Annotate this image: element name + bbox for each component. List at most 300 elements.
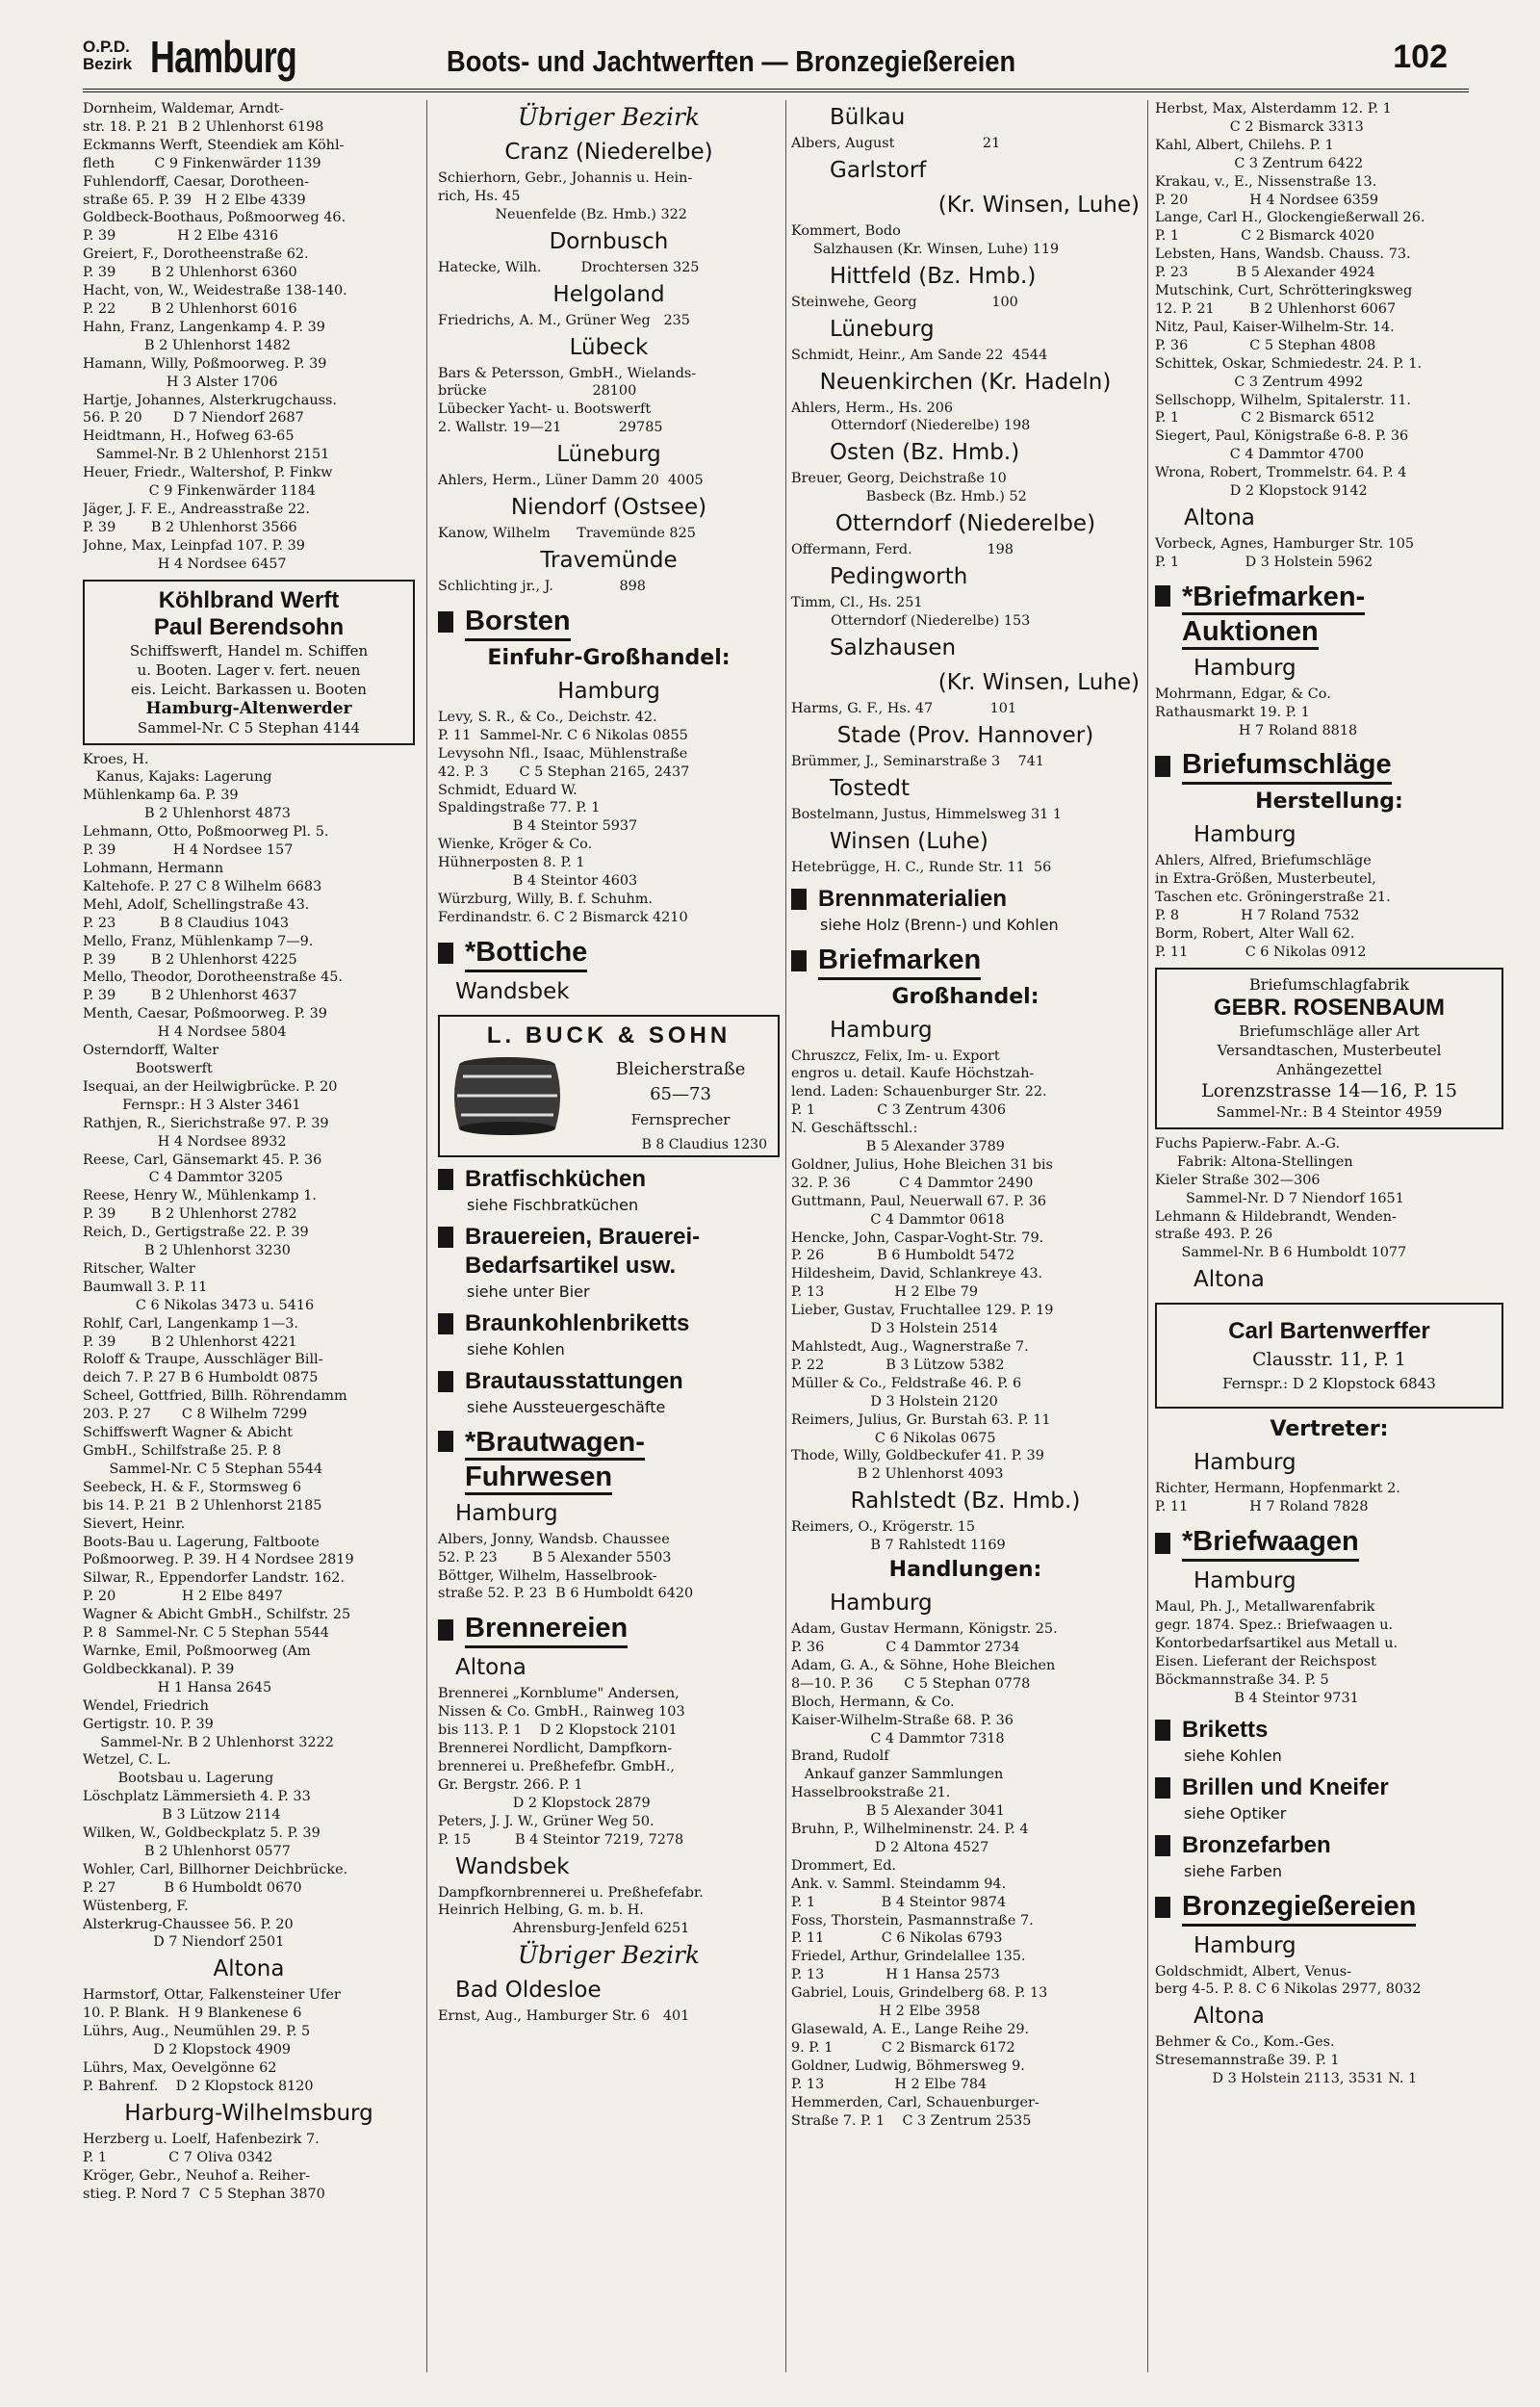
directory-entry: Bootswerft xyxy=(83,1060,213,1076)
directory-entry: P. 22 B 3 Lützow 5382 xyxy=(791,1357,1005,1373)
location-heading: Pedingworth xyxy=(830,564,968,590)
directory-entry: P. 1 C 3 Zentrum 4306 xyxy=(791,1102,1006,1119)
directory-entry: Brümmer, J., Seminarstraße 3 741 xyxy=(791,753,1044,769)
directory-entry: B 3 Lützow 2114 xyxy=(83,1807,281,1824)
directory-entry: Glasewald, A. E., Lange Reihe 29. xyxy=(791,2022,1030,2037)
directory-entry: P. 15 B 4 Steintor 7219, 7278 xyxy=(438,1831,684,1848)
directory-entry: Baumwall 3. P. 11 xyxy=(83,1279,208,1295)
directory-entry: Fernspr.: H 3 Alster 3461 xyxy=(83,1097,301,1113)
directory-entry: P. 39 B 2 Uhlenhorst 4225 xyxy=(83,951,297,968)
entry-list xyxy=(791,1620,1140,2130)
directory-entry: Stresemannstraße 39. P. 1 xyxy=(1155,2053,1340,2069)
category-brillen xyxy=(1155,1773,1503,1802)
directory-entry: Wienke, Kröger & Co. xyxy=(438,837,593,853)
directory-entry: Kaiser-Wilhelm-Straße 68. P. 36 xyxy=(791,1712,1014,1728)
location-heading: Lüneburg xyxy=(556,442,661,468)
subcategory-heading: Großhandel: xyxy=(891,984,1040,1009)
location-heading: Travemünde xyxy=(540,547,678,573)
directory-entry: Lebsten, Hans, Wandsb. Chauss. 73. xyxy=(1155,246,1411,263)
directory-entry: Mello, Theodor, Dorotheenstraße 45. xyxy=(83,970,343,986)
directory-entry: Hildesheim, David, Schlankreye 43. xyxy=(791,1266,1043,1282)
directory-entry: Siegert, Paul, Königstraße 6-8. P. 36 xyxy=(1155,428,1409,445)
directory-entry: Heidtmann, H., Hofweg 63-65 xyxy=(83,428,295,445)
category-label: Bedarfsartikel usw. xyxy=(465,1252,677,1279)
directory-entry: 203. P. 27 C 8 Wilhelm 7299 xyxy=(83,1407,308,1423)
ad-title: GEBR. ROSENBAUM xyxy=(1213,994,1445,1021)
entry-list xyxy=(791,294,1140,312)
directory-entry: Bloch, Hermann, & Co. xyxy=(791,1694,955,1710)
directory-entry: P. 22 B 2 Uhlenhorst 6016 xyxy=(83,300,297,317)
directory-entry: P. 39 H 4 Nordsee 157 xyxy=(83,842,294,859)
directory-entry: Fabrik: Altona-Stellingen xyxy=(1155,1153,1353,1170)
directory-entry: P. Bahrenf. D 2 Klopstock 8120 xyxy=(83,2078,314,2094)
directory-entry: Poßmoorweg. P. 39. H 4 Nordsee 2819 xyxy=(83,1552,354,1568)
category-label: Briketts xyxy=(1182,1716,1269,1743)
directory-entry: Fuchs Papierw.-Fabr. A.-G. xyxy=(1155,1135,1341,1152)
directory-entry: gegr. 1874. Spez.: Briefwaagen u. xyxy=(1155,1617,1394,1633)
category-label: Braunkohlenbriketts xyxy=(465,1309,690,1336)
category-borsten xyxy=(438,604,780,641)
directory-entry: Warnke, Emil, Poßmoorweg (Am xyxy=(83,1643,311,1659)
directory-entry: Schmidt, Heinr., Am Sande 22 4544 xyxy=(791,347,1048,363)
directory-entry: 9. P. 1 C 2 Bismarck 6172 xyxy=(791,2039,1015,2056)
directory-entry: P. 23 B 8 Claudius 1043 xyxy=(83,915,289,931)
category-label: Borsten xyxy=(465,604,571,641)
rosenbaum-ad xyxy=(1155,968,1503,1129)
directory-entry: Bostelmann, Justus, Himmelsweg 31 1 xyxy=(791,806,1063,822)
directory-entry: Straße 7. P. 1 C 3 Zentrum 2535 xyxy=(791,2112,1032,2129)
directory-entry: Johne, Max, Leinpfad 107. P. 39 xyxy=(83,537,305,554)
location-heading: Niendorf (Ostsee) xyxy=(510,495,707,521)
directory-entry: Spaldingstraße 77. P. 1 xyxy=(438,800,601,816)
entry-list xyxy=(1155,852,1503,961)
directory-entry: Hasselbrookstraße 21. xyxy=(791,1785,951,1801)
ad-text: Briefumschlagfabrik xyxy=(1249,974,1409,994)
directory-entry: Herzberg u. Loelf, Hafenbezirk 7. xyxy=(83,2131,320,2147)
directory-entry: Lange, Carl H., Glockengießerwall 26. xyxy=(1155,210,1425,226)
koehlbrand-werft-ad xyxy=(83,580,415,745)
cross-reference: siehe Holz (Brenn-) und Kohlen xyxy=(820,915,1059,934)
directory-entry: P. 27 B 6 Humboldt 0670 xyxy=(83,1879,302,1896)
directory-entry: B 2 Uhlenhorst 0577 xyxy=(83,1843,291,1859)
location-heading: Hamburg xyxy=(1194,1568,1296,1594)
ad-owner: Paul Berendsohn xyxy=(153,613,345,640)
entry-list xyxy=(791,753,1140,771)
entry-list xyxy=(438,709,780,927)
location-heading: Osten (Bz. Hmb.) xyxy=(830,440,1020,466)
location-heading: Rahlstedt (Bz. Hmb.) xyxy=(850,1488,1081,1514)
category-label: Bronzegießereien xyxy=(1182,1889,1416,1927)
directory-entry: Foss, Thorstein, Pasmannstraße 7. xyxy=(791,1912,1034,1928)
directory-entry: Mutschink, Curt, Schrötteringksweg xyxy=(1155,283,1413,299)
directory-entry: straße 52. P. 23 B 6 Humboldt 6420 xyxy=(438,1586,694,1602)
directory-entry: Adam, G. A., & Söhne, Hohe Bleichen xyxy=(791,1657,1056,1673)
directory-entry: Ernst, Aug., Hamburger Str. 6 401 xyxy=(438,2008,690,2025)
entry-list xyxy=(83,751,415,1953)
directory-entry: Böckmannstraße 34. P. 5 xyxy=(1155,1671,1329,1688)
directory-entry: D 2 Klopstock 4909 xyxy=(83,2042,292,2058)
directory-entry: Müller & Co., Feldstraße 46. P. 6 xyxy=(791,1375,1022,1391)
directory-entry: P. 36 C 4 Dammtor 2734 xyxy=(791,1639,1020,1655)
directory-entry: Schlichting jr., J. 898 xyxy=(438,578,646,594)
location-heading: Neuenkirchen (Kr. Hadeln) xyxy=(819,369,1112,395)
entry-list xyxy=(438,2007,780,2026)
directory-entry: Wohler, Carl, Billhorner Deichbrücke. xyxy=(83,1861,348,1877)
ad-phone: Sammel-Nr. C 5 Stephan 4144 xyxy=(137,718,361,737)
directory-entry: Taschen etc. Gröningerstraße 21. xyxy=(1155,890,1391,906)
directory-entry: Peters, J. J. W., Grüner Weg 50. xyxy=(438,1813,654,1829)
location-heading: Altona xyxy=(1194,2004,1265,2030)
entry-list xyxy=(791,541,1140,559)
cross-reference: siehe Fischbratküchen xyxy=(467,1195,639,1214)
directory-entry: B 5 Alexander 3041 xyxy=(791,1803,1005,1820)
category-label: Brennereien xyxy=(465,1611,628,1648)
category-label: *Bottiche xyxy=(465,935,587,972)
category-briketts xyxy=(1155,1716,1503,1745)
directory-entry: Nitz, Paul, Kaiser-Wilhelm-Str. 14. xyxy=(1155,319,1395,335)
directory-entry: Albers, Jonny, Wandsb. Chaussee xyxy=(438,1531,670,1547)
city-title: Hamburg xyxy=(150,32,297,82)
directory-entry: Kanus, Kajaks: Lagerung xyxy=(83,769,272,786)
directory-entry: Lührs, Max, Oevelgönne 62 xyxy=(83,2060,277,2076)
category-brennereien xyxy=(438,1611,780,1648)
opd-line2: Bezirk xyxy=(83,55,133,73)
directory-entry: Sammel-Nr. B 2 Uhlenhorst 3222 xyxy=(83,1734,334,1750)
square-bullet-icon xyxy=(1155,1835,1170,1856)
location-heading: (Kr. Winsen, Luhe) xyxy=(937,669,1140,695)
directory-entry: Wendel, Friedrich xyxy=(83,1697,209,1714)
directory-entry: B 7 Rahlstedt 1169 xyxy=(791,1538,1006,1554)
directory-entry: Herbst, Max, Alsterdamm 12. P. 1 xyxy=(1155,101,1392,116)
directory-entry: D 3 Holstein 2120 xyxy=(791,1393,998,1410)
directory-entry: Behmer & Co., Kom.-Ges. xyxy=(1155,2034,1335,2051)
directory-entry: Kaltehofe. P. 27 C 8 Wilhelm 6683 xyxy=(83,878,322,894)
directory-entry: brennerei u. Preßhefefbr. GmbH., xyxy=(438,1759,676,1774)
directory-entry: Reich, D., Gertigstraße 22. P. 39 xyxy=(83,1225,309,1241)
ad-text: Versandtaschen, Musterbeutel xyxy=(1217,1041,1442,1059)
directory-entry: P. 23 B 5 Alexander 4924 xyxy=(1155,265,1375,281)
location-heading: Hamburg xyxy=(1194,1450,1296,1476)
entry-list xyxy=(438,259,780,277)
square-bullet-icon xyxy=(438,943,453,964)
category-label: Bronzefarben xyxy=(1182,1831,1331,1858)
directory-entry: Reimers, O., Krögerstr. 15 xyxy=(791,1519,976,1536)
directory-entry: D 7 Niendorf 2501 xyxy=(83,1934,285,1951)
ad-location: Hamburg-Altenwerder xyxy=(145,698,352,718)
directory-entry: straße 493. P. 26 xyxy=(1155,1227,1273,1243)
directory-entry: Wilken, W., Goldbeckplatz 5. P. 39 xyxy=(83,1825,321,1842)
directory-entry: Löschplatz Lämmersieth 4. P. 33 xyxy=(83,1789,311,1805)
directory-entry: P. 36 C 5 Stephan 4808 xyxy=(1155,337,1376,353)
ad-street: Clausstr. 11, P. 1 xyxy=(1252,1349,1406,1371)
directory-entry: P. 13 H 2 Elbe 784 xyxy=(791,2076,988,2092)
square-bullet-icon xyxy=(438,1169,453,1190)
directory-entry: Hartje, Johannes, Alsterkrugchauss. xyxy=(83,392,337,408)
location-heading: Lübeck xyxy=(569,334,649,360)
directory-entry: Wüstenberg, F. xyxy=(83,1898,189,1914)
ad-phone: B 8 Claudius 1230 xyxy=(641,1136,767,1152)
location-heading: Otterndorf (Niederelbe) xyxy=(834,511,1096,537)
directory-entry: P. 20 H 2 Elbe 8497 xyxy=(83,1589,283,1605)
directory-entry: Neuenfelde (Bz. Hmb.) 322 xyxy=(438,206,687,222)
entry-list xyxy=(791,1518,1140,1555)
directory-entry: D 3 Holstein 2514 xyxy=(791,1321,998,1337)
category-briefumschlaege xyxy=(1155,747,1503,785)
column-4 xyxy=(1155,100,1503,2388)
square-bullet-icon xyxy=(438,1371,453,1392)
directory-entry: Reimers, Julius, Gr. Burstah 63. P. 11 xyxy=(791,1411,1051,1428)
entry-list xyxy=(438,525,780,543)
location-heading: Hamburg xyxy=(1194,655,1296,681)
category-label: Brautausstattungen xyxy=(465,1367,683,1394)
entry-list xyxy=(791,347,1140,365)
location-heading: Altona xyxy=(1184,505,1255,531)
location-heading: Tostedt xyxy=(830,775,910,801)
square-bullet-icon xyxy=(1155,1777,1170,1799)
category-label: *Briefwaagen xyxy=(1182,1524,1359,1562)
directory-entry: C 9 Finkenwärder 1184 xyxy=(83,483,316,500)
directory-entry: Friedrichs, A. M., Grüner Weg 235 xyxy=(438,312,690,328)
directory-entry: Ferdinandstr. 6. C 2 Bismarck 4210 xyxy=(438,909,688,925)
directory-entry: Mühlenkamp 6a. P. 39 xyxy=(83,788,239,804)
cross-reference: siehe Kohlen xyxy=(467,1339,565,1359)
column-divider xyxy=(1147,100,1148,2372)
directory-entry: Goldschmidt, Albert, Venus- xyxy=(1155,1963,1351,1980)
directory-entry: H 1 Hansa 2645 xyxy=(83,1679,272,1695)
directory-entry: deich 7. P. 27 B 6 Humboldt 0875 xyxy=(83,1370,319,1386)
directory-entry: Harmstorf, Ottar, Falkensteiner Ufer xyxy=(83,1987,341,2004)
directory-entry: H 7 Roland 8818 xyxy=(1155,722,1358,738)
entry-list xyxy=(791,859,1140,877)
directory-entry: Mello, Franz, Mühlenkamp 7—9. xyxy=(83,933,314,949)
location-heading: Dornbusch xyxy=(549,228,669,254)
directory-entry: P. 13 H 2 Elbe 79 xyxy=(791,1284,978,1301)
directory-entry: stieg. P. Nord 7 C 5 Stephan 3870 xyxy=(83,2186,325,2202)
subcategory-heading: Herstellung: xyxy=(1255,789,1403,815)
entry-list xyxy=(1155,1598,1503,1707)
directory-entry: P. 11 C 6 Nikolas 0912 xyxy=(1155,945,1367,960)
square-bullet-icon xyxy=(438,1227,453,1248)
directory-entry: Harms, G. F., Hs. 47 101 xyxy=(791,700,1017,716)
directory-entry: Mohrmann, Edgar, & Co. xyxy=(1155,686,1331,702)
directory-entry: P. 1 B 4 Steintor 9874 xyxy=(791,1894,1007,1910)
entry-list xyxy=(791,400,1140,436)
directory-entry: Fuhlendorff, Caesar, Dorotheen- xyxy=(83,173,309,190)
entry-list xyxy=(791,700,1140,718)
ad-title: Carl Bartenwerffer xyxy=(1228,1318,1430,1345)
column-divider xyxy=(426,100,427,2372)
directory-entry: P. 39 B 2 Uhlenhorst 6360 xyxy=(83,265,297,281)
entry-list xyxy=(791,222,1140,259)
directory-entry: P. 1 C 7 Oliva 0342 xyxy=(83,2149,273,2165)
location-heading: Altona xyxy=(213,1956,285,1982)
directory-entry: Hühnerposten 8. P. 1 xyxy=(438,855,585,871)
directory-entry: Thode, Willy, Goldbeckufer 41. P. 39 xyxy=(791,1448,1044,1464)
directory-entry: Bars & Petersson, GmbH., Wielands- xyxy=(438,365,697,381)
ad-text: u. Booten. Lager v. fert. neuen xyxy=(137,660,361,679)
directory-entry: Osterndorff, Walter xyxy=(83,1043,219,1059)
directory-entry: P. 8 H 7 Roland 7532 xyxy=(1155,908,1360,924)
category-label: Brillen und Kneifer xyxy=(1182,1773,1389,1800)
category-brautausstattungen xyxy=(438,1367,780,1396)
directory-entry: Lieber, Gustav, Fruchtallee 129. P. 19 xyxy=(791,1303,1054,1319)
directory-entry: Steinwehe, Georg 100 xyxy=(791,294,1018,310)
header-rule xyxy=(83,89,1469,92)
directory-entry: C 3 Zentrum 6422 xyxy=(1155,155,1364,171)
directory-entry: Ritscher, Walter xyxy=(83,1260,195,1277)
entry-list xyxy=(438,312,780,330)
directory-entry: rich, Hs. 45 xyxy=(438,188,521,204)
directory-entry: P. 13 H 1 Hansa 2573 xyxy=(791,1967,1000,1983)
directory-entry: Reese, Henry W., Mühlenkamp 1. xyxy=(83,1188,317,1204)
directory-entry: C 2 Bismarck 3313 xyxy=(1155,118,1364,135)
directory-entry: Ankauf ganzer Sammlungen xyxy=(791,1767,1004,1783)
category-label: *Briefmarken- xyxy=(1182,582,1365,615)
square-bullet-icon xyxy=(1155,1897,1170,1918)
directory-entry: Mehl, Adolf, Schellingstraße 43. xyxy=(83,896,310,913)
opd-line1: O.P.D. xyxy=(83,38,130,56)
location-heading: Bülkau xyxy=(830,105,906,130)
directory-entry: H 4 Nordsee 8932 xyxy=(83,1133,287,1150)
entry-list xyxy=(438,578,780,596)
directory-entry: P. 11 Sammel-Nr. C 6 Nikolas 0855 xyxy=(438,727,688,743)
ad-text: Schiffswerft, Handel m. Schiffen xyxy=(129,641,369,660)
category-bronzegiessereien xyxy=(1155,1889,1503,1927)
location-heading: (Kr. Winsen, Luhe) xyxy=(937,192,1140,218)
category-bottiche xyxy=(438,935,780,972)
directory-entry: 10. P. Blank. H 9 Blankenese 6 xyxy=(83,2006,302,2022)
square-bullet-icon xyxy=(1155,1720,1170,1741)
directory-entry: 32. P. 36 C 4 Dammtor 2490 xyxy=(791,1175,1034,1191)
category-brauereien xyxy=(438,1223,780,1281)
ad-street: Bleicherstraße xyxy=(615,1058,746,1079)
entry-list xyxy=(438,365,780,438)
directory-entry: Otterndorf (Niederelbe) 153 xyxy=(791,612,1031,629)
ad-title: Köhlbrand Werft xyxy=(158,586,340,613)
directory-entry: Sammel-Nr. D 7 Niendorf 1651 xyxy=(1155,1190,1404,1206)
directory-entry: Eisen. Lieferant der Reichspost xyxy=(1155,1653,1376,1669)
directory-entry: Brennerei Nordlicht, Dampfkorn- xyxy=(438,1741,673,1757)
category-brautwagen xyxy=(438,1425,780,1494)
location-heading: Wandsbek xyxy=(455,1853,570,1879)
category-label: Auktionen xyxy=(1182,616,1319,650)
directory-entry: D 2 Klopstock 9142 xyxy=(1155,483,1368,500)
directory-entry: Boots-Bau u. Lagerung, Faltboote xyxy=(83,1534,320,1550)
directory-entry: Greiert, F., Dorotheenstraße 62. xyxy=(83,246,309,263)
page-number: 102 xyxy=(1393,39,1448,75)
category-bratfischkuechen xyxy=(438,1165,780,1194)
category-label: Bratfischküchen xyxy=(465,1165,647,1192)
subcategory-heading: Einfuhr-Großhandel: xyxy=(487,645,731,670)
directory-entry: C 3 Zentrum 4992 xyxy=(1155,374,1364,390)
directory-entry: Sellschopp, Wilhelm, Spitalerstr. 11. xyxy=(1155,392,1411,408)
directory-entry: Friedel, Arthur, Grindelallee 135. xyxy=(791,1949,1026,1965)
directory-entry: B 2 Uhlenhorst 3230 xyxy=(83,1243,291,1259)
directory-entry: Rathausmarkt 19. P. 1 xyxy=(1155,704,1310,720)
ad-text: Briefumschläge aller Art xyxy=(1239,1022,1420,1040)
directory-entry: Basbeck (Bz. Hmb.) 52 xyxy=(791,489,1027,505)
entry-list xyxy=(1155,1135,1503,1262)
directory-entry: Offermann, Ferd. 198 xyxy=(791,542,1014,558)
directory-entry: Würzburg, Willy, B. f. Schuhm. xyxy=(438,891,653,907)
category-label: Fuhrwesen xyxy=(465,1462,612,1495)
entry-list xyxy=(438,472,780,490)
entry-list xyxy=(791,135,1140,153)
location-heading: Hamburg xyxy=(1194,1932,1296,1958)
directory-entry: GmbH., Schilfstraße 25. P. 8 xyxy=(83,1443,282,1459)
directory-entry: Hacht, von, W., Weidestraße 138-140. xyxy=(83,283,347,299)
directory-entry: Ahlers, Herm., Lüner Damm 20 4005 xyxy=(438,473,704,489)
directory-entry: P. 26 B 6 Humboldt 5472 xyxy=(791,1248,1015,1264)
entry-list xyxy=(791,470,1140,506)
directory-entry: Kanow, Wilhelm Travemünde 825 xyxy=(438,526,696,542)
directory-entry: N. Geschäftsschl.: xyxy=(791,1121,918,1137)
directory-entry: B 4 Steintor 9731 xyxy=(1155,1690,1359,1706)
location-heading: Cranz (Niederelbe) xyxy=(504,140,713,165)
directory-entry: H 2 Elbe 3958 xyxy=(791,2004,981,2020)
location-heading: Wandsbek xyxy=(455,978,570,1004)
directory-entry: Schierhorn, Gebr., Johannis u. Hein- xyxy=(438,170,693,186)
directory-entry: Chruszcz, Felix, Im- u. Export xyxy=(791,1048,1000,1064)
directory-entry: H 4 Nordsee 6457 xyxy=(83,556,287,572)
directory-entry: Goldbeck-Boothaus, Poßmoorweg 46. xyxy=(83,210,346,226)
square-bullet-icon xyxy=(1155,585,1170,607)
directory-entry: Heuer, Friedr., Waltershof, P. Finkw xyxy=(83,465,333,481)
entry-list xyxy=(1155,100,1503,501)
directory-entry: P. 39 B 2 Uhlenhorst 2782 xyxy=(83,1206,297,1223)
entry-list xyxy=(1155,535,1503,572)
entry-list xyxy=(83,2131,415,2204)
location-heading: Hamburg xyxy=(830,1017,933,1043)
ad-text: Anhängezettel xyxy=(1276,1060,1382,1078)
location-heading: Hamburg xyxy=(455,1500,558,1526)
directory-entry: Menth, Caesar, Poßmoorweg. P. 39 xyxy=(83,1006,327,1022)
square-bullet-icon xyxy=(1155,756,1170,777)
square-bullet-icon xyxy=(791,950,807,971)
entry-list xyxy=(791,806,1140,824)
directory-entry: Levysohn Nfl., Isaac, Mühlenstraße xyxy=(438,745,688,762)
directory-entry: Krakau, v., E., Nissenstraße 13. xyxy=(1155,173,1377,190)
directory-entry: C 4 Dammtor 7318 xyxy=(791,1730,1005,1747)
square-bullet-icon xyxy=(791,889,807,910)
location-heading: Hamburg xyxy=(1194,822,1296,848)
directory-entry: lend. Laden: Schauenburger Str. 22. xyxy=(791,1084,1047,1100)
directory-entry: C 4 Dammtor 0618 xyxy=(791,1211,1005,1228)
directory-entry: Gabriel, Louis, Grindelberg 68. P. 13 xyxy=(791,1985,1048,2002)
directory-entry: Nissen & Co. GmbH., Rainweg 103 xyxy=(438,1704,685,1721)
directory-entry: Sammel-Nr. B 6 Humboldt 1077 xyxy=(1155,1245,1407,1261)
directory-entry: P. 1 C 2 Bismarck 4020 xyxy=(1155,228,1375,245)
entry-list xyxy=(1155,2033,1503,2088)
directory-entry: Rohlf, Carl, Langenkamp 1—3. xyxy=(83,1315,298,1332)
directory-entry: 8—10. P. 36 C 5 Stephan 0778 xyxy=(791,1675,1031,1692)
directory-entry: Kröger, Gebr., Neuhof a. Reiher- xyxy=(83,2167,311,2184)
directory-entry: Wagner & Abicht GmbH., Schilfstr. 25 xyxy=(83,1607,351,1623)
directory-entry: bis 113. P. 1 D 2 Klopstock 2101 xyxy=(438,1722,678,1739)
directory-entry: Seebeck, H. & F., Stormsweg 6 xyxy=(83,1479,302,1495)
square-bullet-icon xyxy=(1155,1533,1170,1554)
directory-entry: in Extra-Größen, Musterbeutel, xyxy=(1155,871,1376,888)
category-label: Brennmaterialien xyxy=(818,885,1008,912)
directory-entry: Lührs, Aug., Neumühlen 29. P. 5 xyxy=(83,2024,311,2040)
directory-entry: D 3 Holstein 2113, 3531 N. 1 xyxy=(1155,2071,1418,2087)
directory-entry: Hencke, John, Caspar-Voght-Str. 79. xyxy=(791,1229,1044,1246)
directory-entry: C 4 Dammtor 3205 xyxy=(83,1170,283,1186)
column-2 xyxy=(438,100,780,2388)
location-heading: Stade (Prov. Hannover) xyxy=(836,722,1094,748)
directory-entry: B 2 Uhlenhorst 4873 xyxy=(83,806,291,822)
category-label: *Brautwagen- xyxy=(465,1427,645,1461)
